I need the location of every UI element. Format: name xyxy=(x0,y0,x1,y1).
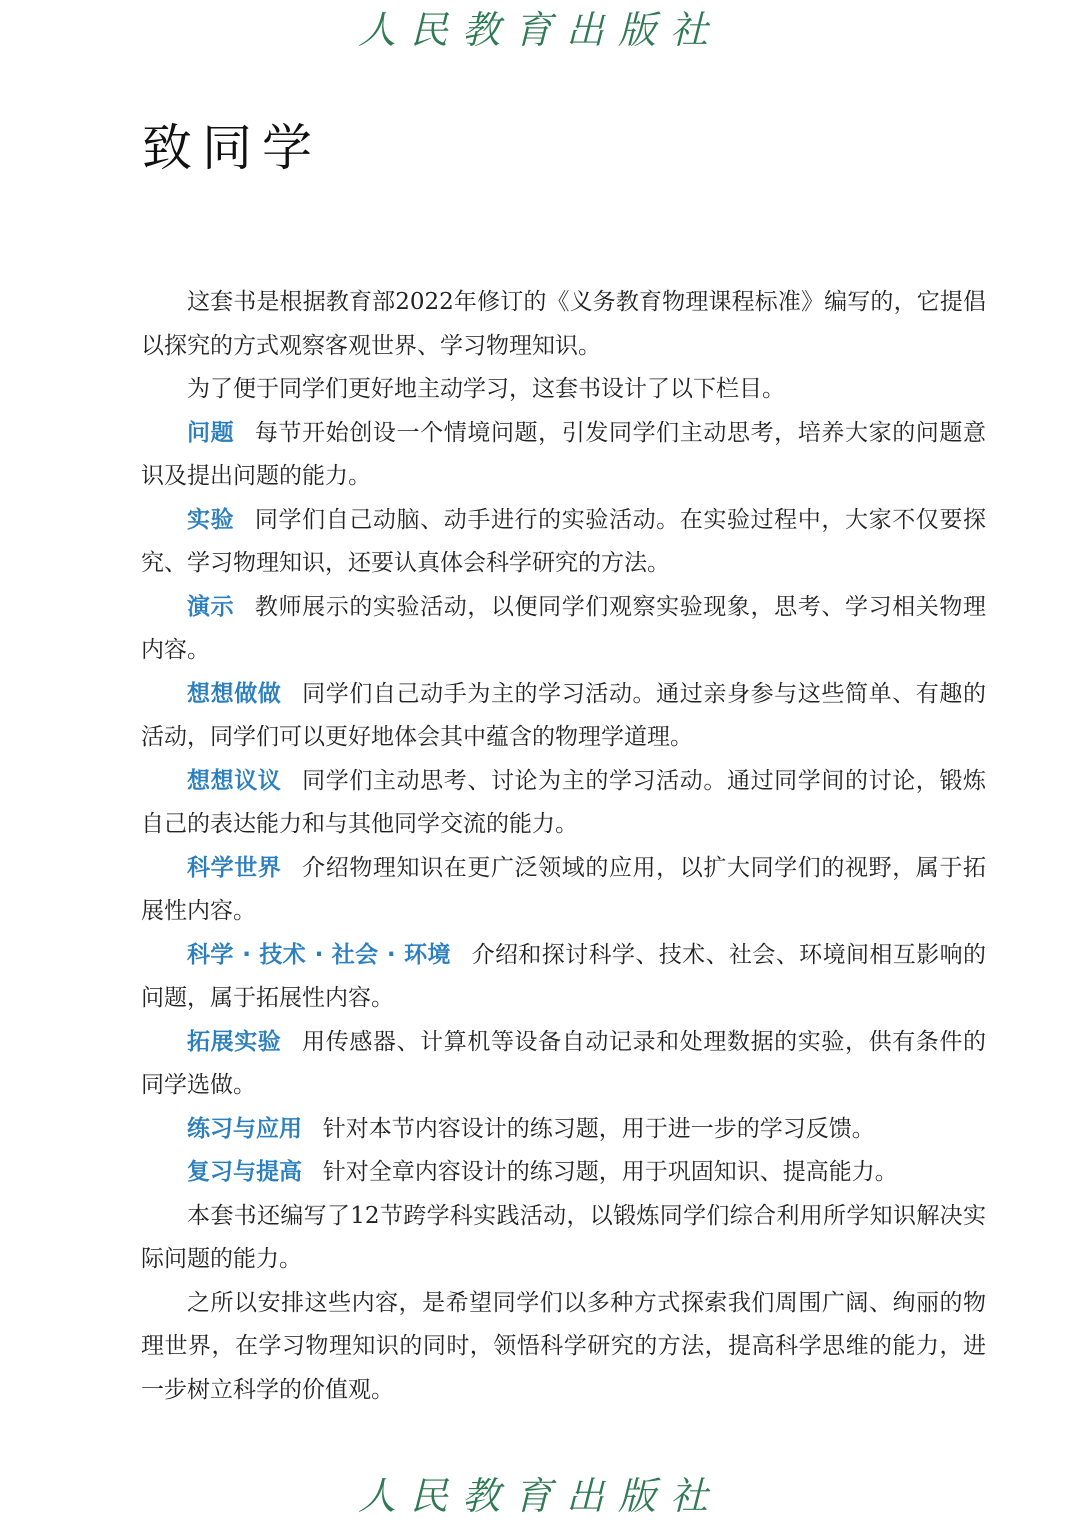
section-term: 科学世界 xyxy=(187,854,282,881)
closing-paragraph: 本套书还编写了12节跨学科实践活动，以锻炼同学们综合利用所学知识解决实际问题的能力。 xyxy=(141,1202,986,1272)
section-item xyxy=(141,760,986,847)
section-term: 科学 · 技术 · 社会 · 环境 xyxy=(187,941,451,968)
section-item xyxy=(141,499,986,586)
section-term: 想想议议 xyxy=(187,767,282,794)
section-item xyxy=(141,1108,986,1152)
section-term: 想想做做 xyxy=(187,680,282,707)
intro-paragraph: 这套书是根据教育部2022年修订的《义务教育物理课程标准》编写的，它提倡以探究的方式观察客观世界、学习物理知识。 xyxy=(141,289,986,359)
section-text: 用传感器、计算机等设备自动记录和处理数据的实验，供有条件的同学选做。 xyxy=(141,1028,987,1098)
section-term: 实验 xyxy=(187,506,235,533)
letter-body xyxy=(141,281,986,1412)
section-item xyxy=(141,1151,986,1195)
section-text: 同学们主动思考、讨论为主的学习活动。通过同学间的讨论，锻炼自己的表达能力和与其他同学交流的能力。 xyxy=(141,767,987,837)
publisher-logo-top: 人民教育出版社 xyxy=(357,8,722,52)
section-term: 问题 xyxy=(187,419,235,446)
section-term: 拓展实验 xyxy=(187,1028,282,1055)
section-text: 同学们自己动脑、动手进行的实验活动。在实验过程中，大家不仅要探究、学习物理知识，还要认真体会科学研究的方法。 xyxy=(141,506,987,576)
section-item xyxy=(141,1021,986,1108)
publisher-logo-bottom: 人民教育出版社 xyxy=(357,1474,722,1518)
section-text: 同学们自己动手为主的学习活动。通过亲身参与这些简单、有趣的活动，同学们可以更好地体会其中蕴含的物理学道理。 xyxy=(141,680,987,750)
section-text: 教师展示的实验活动，以便同学们观察实验现象，思考、学习相关物理内容。 xyxy=(141,593,987,663)
intro-paragraph: 为了便于同学们更好地主动学习，这套书设计了以下栏目。 xyxy=(187,376,785,402)
section-text: 介绍和探讨科学、技术、社会、环境间相互影响的问题，属于拓展性内容。 xyxy=(141,941,986,1011)
section-term: 练习与应用 xyxy=(187,1115,302,1142)
section-text: 每节开始创设一个情境问题，引发同学们主动思考，培养大家的问题意识及提出问题的能力。 xyxy=(141,419,987,489)
page-title: 致同学 xyxy=(142,119,322,177)
section-text: 针对本节内容设计的练习题，用于进一步的学习反馈。 xyxy=(322,1115,875,1142)
section-item xyxy=(141,847,986,934)
section-text: 针对全章内容设计的练习题，用于巩固知识、提高能力。 xyxy=(322,1159,898,1185)
section-item xyxy=(141,673,986,760)
section-item xyxy=(141,934,986,1021)
section-item xyxy=(141,586,986,673)
closing-paragraph: 之所以安排这些内容，是希望同学们以多种方式探索我们周围广阔、绚丽的物理世界，在学习物理知识的同时，领悟科学研究的方法，提高科学思维的能力，进一步树立科学的价值观。 xyxy=(141,1289,986,1403)
section-text: 介绍物理知识在更广泛领域的应用，以扩大同学们的视野，属于拓展性内容。 xyxy=(141,854,987,924)
section-term: 演示 xyxy=(187,593,235,620)
section-term: 复习与提高 xyxy=(187,1159,302,1185)
section-item xyxy=(141,412,986,499)
